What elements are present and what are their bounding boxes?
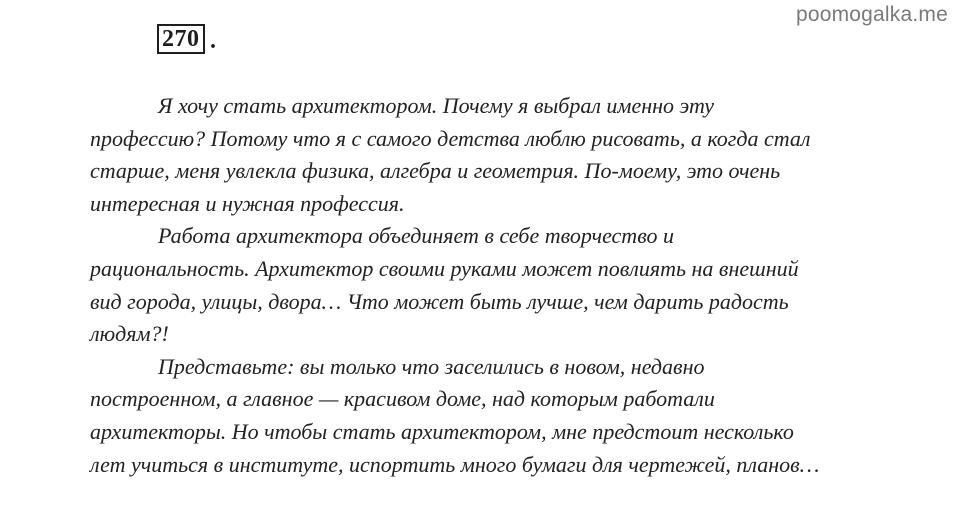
text-line: вид города, улицы, двора… Что может быть лучше, чем дарить радость — [90, 288, 789, 314]
site-watermark: poomogalka.me — [795, 3, 948, 26]
text-line: Представьте: вы только что заселились в новом, недавно — [158, 353, 705, 379]
text-line: архитекторы. Но чтобы стать архитектором, мне предстоит несколько — [90, 418, 794, 444]
text-line: старше, меня увлекла физика, алгебра и геометрия. По-моему, это очень — [90, 158, 781, 184]
exercise-number-dot: . — [210, 28, 216, 54]
essay-text — [90, 90, 910, 481]
exercise-number: 270 — [157, 24, 205, 54]
text-line: профессию? Потому что я с самого детства люблю рисовать, а когда стал — [90, 125, 811, 151]
text-line: людям?! — [90, 321, 169, 347]
text-line: рациональность. Архитектор своими руками может повлиять на внешний — [90, 255, 799, 281]
text-line: построенном, а главное — красивом доме, над которым работали — [90, 386, 715, 412]
text-line: лет учиться в институте, испортить много бумаги для чертежей, планов… — [90, 451, 820, 477]
text-line: Я хочу стать архитектором. Почему я выбрал именно эту — [158, 93, 715, 118]
text-line: Работа архитектора объединяет в себе творчество и — [158, 223, 674, 249]
text-line: интересная и нужная профессия. — [90, 190, 405, 216]
